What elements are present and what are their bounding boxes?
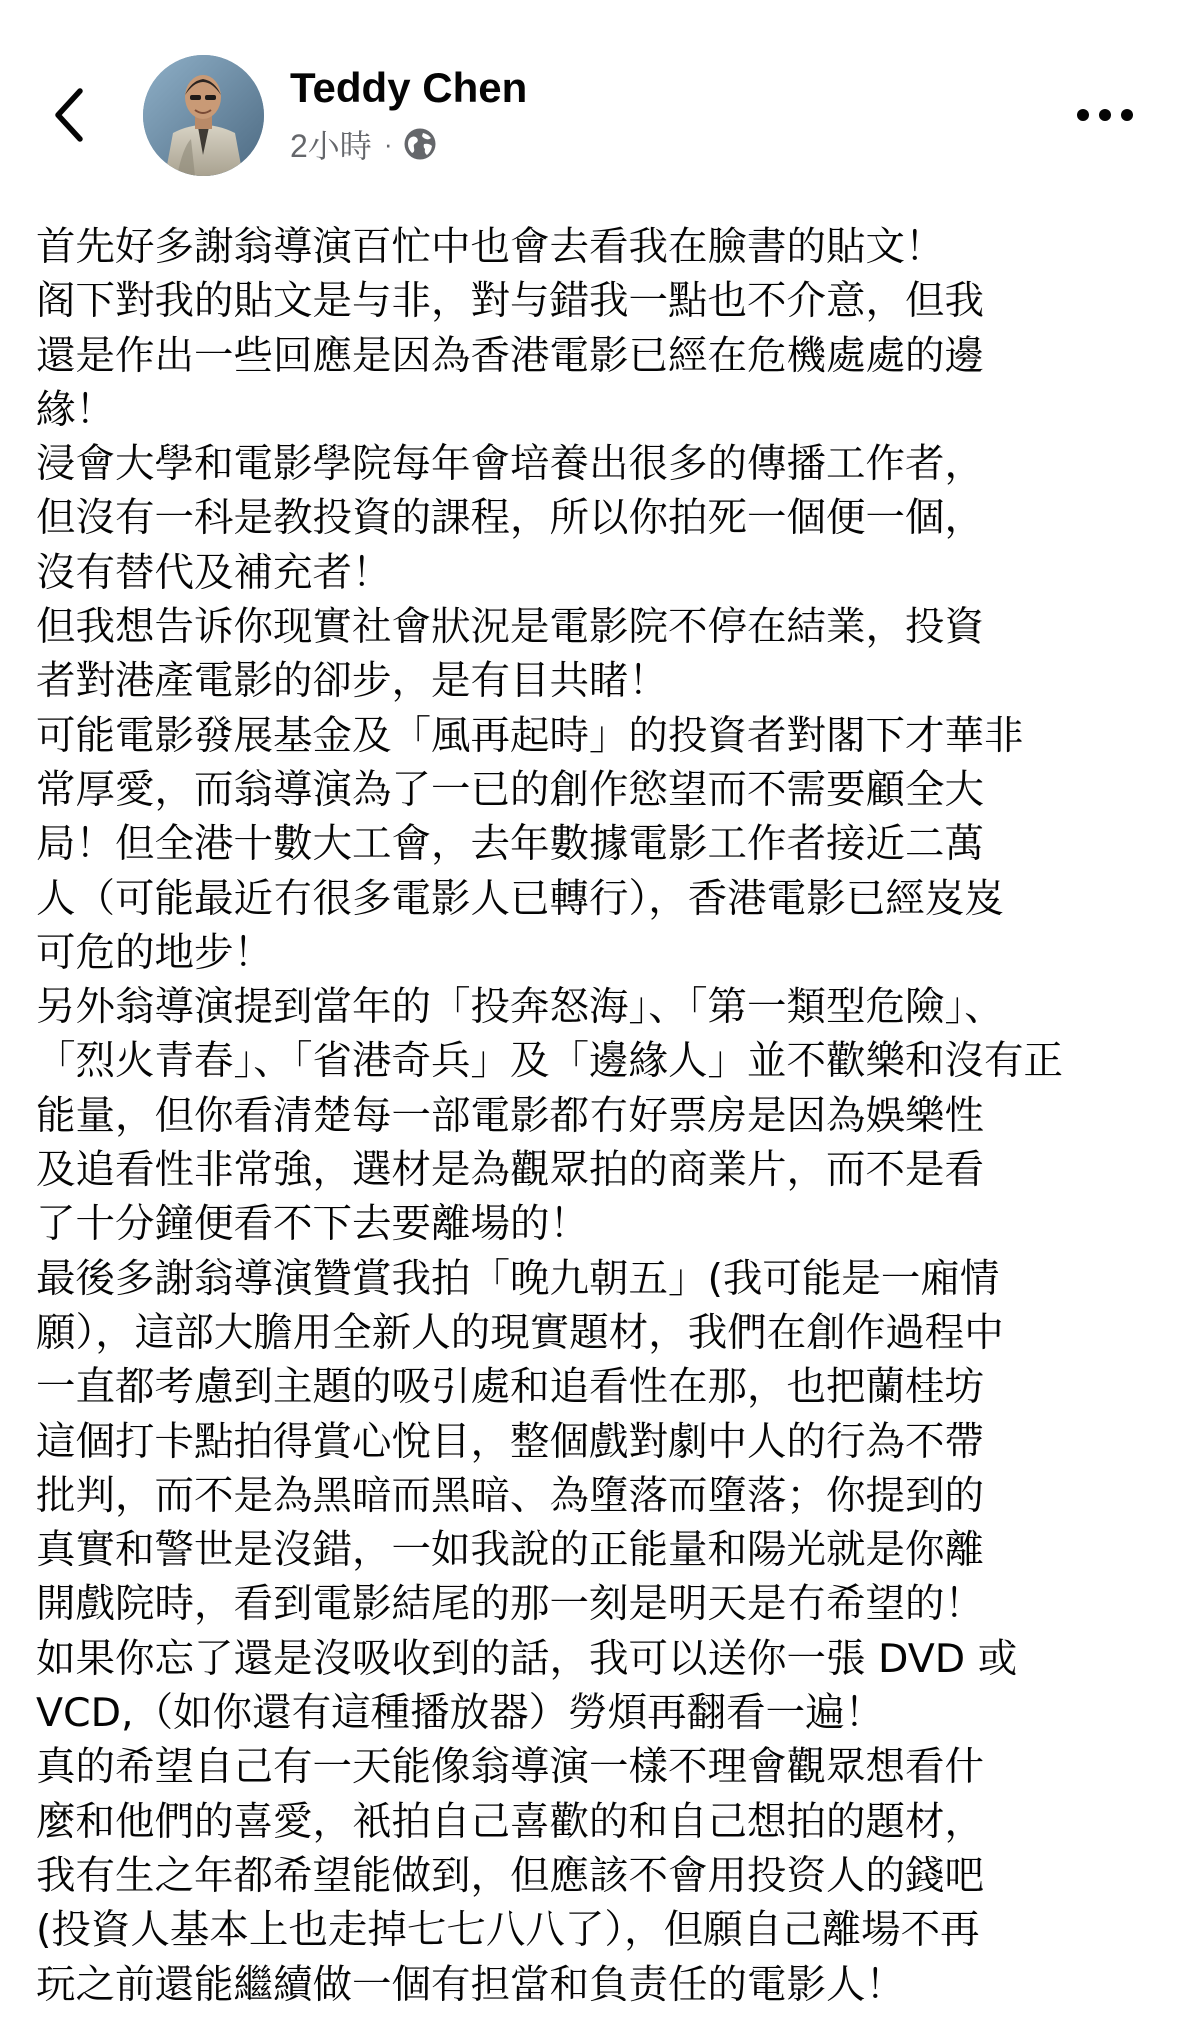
post-text-line: 但沒有一科是教投資的課程，所以你拍死一個便一個， <box>36 495 984 542</box>
post-text-line: 另外翁導演提到當年的「投奔怒海」、「第一類型危險」、 <box>36 984 1004 1031</box>
post-text-line: 首先好多謝翁導演百忙中也會去看我在臉書的貼文！ <box>36 224 945 270</box>
post-text-line: 及追看性非常強，選材是為觀眾拍的商業片，而不是看 <box>36 1147 984 1194</box>
post-text-line: 這個打卡點拍得賞心悅目，整個戲對劇中人的行為不帶 <box>36 1418 984 1465</box>
more-options-button[interactable] <box>1070 90 1140 140</box>
post-text-line: 真的希望自己有一天能像翁導演一樣不理會觀眾想看什 <box>36 1744 984 1791</box>
post-text-line: 真實和警世是沒錯，一如我說的正能量和陽光就是你離 <box>36 1527 984 1574</box>
post-text-line: VCD,（如你還有這種播放器）勞煩再翻看一遍！ <box>36 1690 885 1737</box>
post-text-line: 如果你忘了還是沒吸收到的話，我可以送你一張 DVD 或 <box>36 1635 1018 1682</box>
post-text-line: 我有生之年都希望能做到，但應該不會用投资人的錢吧 <box>36 1852 984 1899</box>
meta-separator: · <box>383 128 393 159</box>
post-text-line: 批判，而不是為黑暗而黑暗、為墮落而墮落；你提到的 <box>36 1472 984 1519</box>
post-text-line: 局！但全港十數大工會，去年數據電影工作者接近二萬 <box>36 821 984 868</box>
post-text-line: 「烈火青春」、「省港奇兵」及「邊緣人」並不歡樂和沒有正 <box>36 1038 1063 1085</box>
globe-icon[interactable] <box>402 126 438 162</box>
post-text-line: 常厚愛，而翁導演為了一已的創作慾望而不需要顧全大 <box>36 766 984 813</box>
post-text-line: 人（可能最近冇很多電影人已轉行），香港電影已經岌岌 <box>36 875 1004 922</box>
post-text-line: 最後多謝翁導演贊賞我拍「晚九朝五」(我可能是一廂情 <box>36 1255 1000 1302</box>
avatar-photo <box>143 55 264 176</box>
avatar[interactable] <box>143 55 264 176</box>
post-timestamp[interactable]: 2小時 <box>290 128 372 164</box>
back-button[interactable] <box>40 80 100 150</box>
post-text-line: 了十分鐘便看不下去要離場的！ <box>36 1201 589 1248</box>
post-text-line: 沒有替代及補充者！ <box>36 549 392 596</box>
post-text-line: 麼和他們的喜愛，衹拍自己喜歡的和自己想拍的題材， <box>36 1798 984 1845</box>
post-text-line: 能量，但你看清楚每一部電影都冇好票房是因為娛樂性 <box>36 1092 984 1139</box>
post-text-line: (投資人基本上也走掉七七八八了），但願自己離場不再 <box>36 1907 980 1954</box>
post-text-line: 開戲院時，看到電影結尾的那一刻是明天是冇希望的！ <box>36 1581 984 1628</box>
post-text-line: 願），這部大膽用全新人的現實題材，我們在創作過程中 <box>36 1309 1004 1356</box>
chevron-left-icon <box>50 85 90 145</box>
post-header <box>0 0 1179 200</box>
post-text-line: 玩之前還能繼續做一個有担當和負责任的電影人！ <box>36 1961 905 2008</box>
post-text-line: 緣！ <box>36 386 115 433</box>
post-text-line: 但我想告诉你现實社會狀況是電影院不停在結業，投資 <box>36 604 984 651</box>
author-name[interactable]: Teddy Chen <box>290 64 528 111</box>
post-text-line: 可能電影發展基金及「風再起時」的投資者對閣下才華非 <box>36 712 1024 759</box>
post-text-line: 可危的地步！ <box>36 929 273 976</box>
post-text-line: 一直都考慮到主題的吸引處和追看性在那，也把蘭桂坊 <box>36 1364 984 1411</box>
post-meta <box>290 122 438 166</box>
post-text-line: 阁下對我的貼文是与非，對与錯我一點也不介意，但我 <box>36 278 984 325</box>
post-body <box>36 220 1146 2012</box>
more-horizontal-icon <box>1075 107 1135 123</box>
post-text-line: 還是作出一些回應是因為香港電影已經在危機處處的邊 <box>36 332 984 379</box>
post-text-line: 浸會大學和電影學院每年會培養出很多的傳播工作者， <box>36 441 984 488</box>
post-text-line: 者對港產電影的卻步，是有目共睹！ <box>36 658 668 705</box>
